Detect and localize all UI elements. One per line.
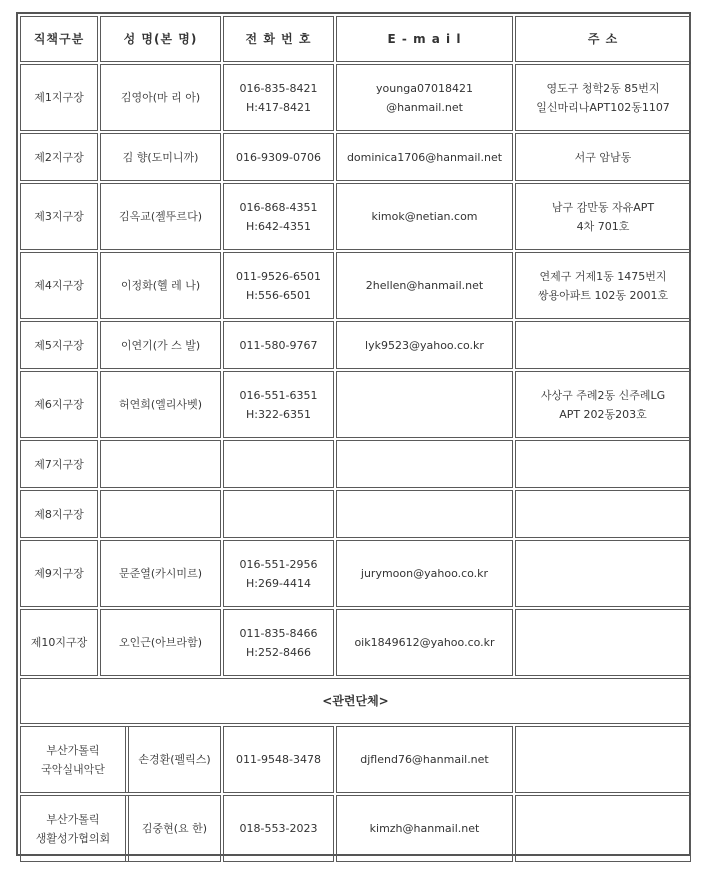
phone-line: 011-580-9767 (239, 338, 318, 352)
address-line: 4차 701호 (576, 219, 630, 233)
phone-cell (223, 490, 334, 538)
table-row (20, 64, 691, 131)
table-row (20, 440, 691, 488)
header-cell: 성 명(본 명) (100, 16, 221, 62)
email-cell (336, 440, 513, 488)
phone-cell: 018-553-2023 (223, 795, 334, 862)
phone-line: 011-835-8466 (239, 626, 318, 640)
phone-line: 011-9526-6501 (236, 269, 321, 283)
role-cell: 제6지구장 (20, 371, 98, 438)
address-cell (515, 371, 691, 438)
phone-line: 016-868-4351 (239, 200, 318, 214)
email-line: kimok@netian.com (371, 210, 478, 223)
email-cell (336, 64, 513, 131)
name-cell: 김영아(마 리 아) (100, 64, 221, 131)
org-split-cell (20, 795, 221, 862)
address-line: 쌍용아파트 102동 2001호 (537, 288, 669, 302)
org-row (20, 726, 691, 793)
phone-line: 016-9309-0706 (236, 150, 321, 164)
table-row (20, 371, 691, 438)
name-cell (100, 440, 221, 488)
address-line: APT 202동203호 (559, 407, 647, 421)
address-cell (515, 252, 691, 319)
email-line: lyk9523@yahoo.co.kr (365, 338, 484, 352)
header-cell: 직책구분 (20, 16, 98, 62)
group-title: <관련단체> (20, 678, 691, 724)
email-cell (336, 133, 513, 181)
email-line: 2hellen@hanmail.net (365, 279, 484, 292)
address-cell (515, 183, 691, 250)
phone-line: H:642-4351 (246, 219, 311, 233)
name-cell (100, 490, 221, 538)
role-cell: 제1지구장 (20, 64, 98, 131)
phone-cell (223, 321, 334, 369)
address-cell (515, 133, 691, 181)
address-cell (515, 490, 691, 538)
address-cell (515, 726, 691, 793)
email-cell (336, 490, 513, 538)
name-cell: 김옥교(젤뚜르다) (100, 183, 221, 250)
address-line: 사상구 주례2동 신주례LG (540, 388, 666, 402)
name-cell: 허연희(엘리사벳) (100, 371, 221, 438)
address-cell (515, 440, 691, 488)
email-cell (336, 321, 513, 369)
table-row (20, 321, 691, 369)
email-cell (336, 183, 513, 250)
name-cell: 오인근(아브라함) (100, 609, 221, 676)
phone-cell (223, 64, 334, 131)
phone-cell (223, 183, 334, 250)
table-row (20, 133, 691, 181)
org-split-cell (20, 726, 221, 793)
header-cell: E - m a i l (336, 16, 513, 62)
org-line: 부산가톨릭 (46, 812, 100, 826)
table-row (20, 609, 691, 676)
phone-cell (223, 252, 334, 319)
address-line: 서구 암남동 (574, 150, 632, 164)
name-cell: 이연기(가 스 발) (100, 321, 221, 369)
role-cell: 제3지구장 (20, 183, 98, 250)
phone-line: H:269-4414 (246, 576, 311, 590)
phone-line: 016-551-6351 (239, 388, 318, 402)
email-cell: kimzh@hanmail.net (336, 795, 513, 862)
name-cell: 손경환(펠릭스) (128, 727, 220, 792)
table-row (20, 252, 691, 319)
phone-cell (223, 609, 334, 676)
phone-line: 016-835-8421 (239, 81, 318, 95)
phone-cell (223, 133, 334, 181)
phone-line: 016-551-2956 (239, 557, 318, 571)
role-cell: 제8지구장 (20, 490, 98, 538)
header-cell: 주 소 (515, 16, 691, 62)
role-cell: 제9지구장 (20, 540, 98, 607)
address-line: 영도구 청학2동 85번지 (546, 81, 660, 95)
table-row (20, 183, 691, 250)
name-cell: 이정화(헬 레 나) (100, 252, 221, 319)
address-cell (515, 321, 691, 369)
name-cell: 김 향(도미니까) (100, 133, 221, 181)
email-cell (336, 371, 513, 438)
phone-line: H:556-6501 (246, 288, 311, 302)
address-line: 연제구 거제1동 1475번지 (539, 269, 667, 283)
phone-line: H:252-8466 (246, 645, 311, 659)
role-cell: 제10지구장 (20, 609, 98, 676)
table-row (20, 490, 691, 538)
email-line: jurymoon@yahoo.co.kr (360, 567, 489, 580)
name-cell: 문준열(카시미르) (100, 540, 221, 607)
phone-cell (223, 540, 334, 607)
group-header-row (20, 678, 691, 724)
email-line: dominica1706@hanmail.net (346, 150, 503, 164)
table-row (20, 540, 691, 607)
phone-line: H:417-8421 (246, 100, 311, 114)
org-line: 국악실내악단 (41, 762, 105, 776)
address-cell (515, 795, 691, 862)
role-cell: 제2지구장 (20, 133, 98, 181)
phone-cell: 011-9548-3478 (223, 726, 334, 793)
address-cell (515, 540, 691, 607)
roster-frame (16, 12, 691, 856)
phone-cell (223, 371, 334, 438)
roster-table (18, 14, 693, 864)
email-line: younga07018421 (376, 81, 473, 95)
org-name-cell (21, 727, 126, 792)
email-cell: djflend76@hanmail.net (336, 726, 513, 793)
address-line: 남구 감만동 자유APT (551, 200, 655, 214)
role-cell: 제7지구장 (20, 440, 98, 488)
org-line: 부산가톨릭 (46, 743, 100, 757)
header-row (20, 16, 691, 62)
name-cell: 김중현(요 한) (128, 796, 220, 861)
role-cell: 제4지구장 (20, 252, 98, 319)
address-cell (515, 609, 691, 676)
header-cell: 전 화 번 호 (223, 16, 334, 62)
role-cell: 제5지구장 (20, 321, 98, 369)
address-line: 일신마리나APT102동1107 (536, 100, 670, 114)
address-cell (515, 64, 691, 131)
org-row (20, 795, 691, 862)
email-line: @hanmail.net (386, 100, 463, 114)
email-cell (336, 540, 513, 607)
org-name-cell (21, 796, 126, 861)
email-cell (336, 252, 513, 319)
org-line: 생활성가협의회 (35, 831, 111, 845)
email-cell (336, 609, 513, 676)
phone-line: H:322-6351 (246, 407, 311, 421)
phone-cell (223, 440, 334, 488)
email-line: oik1849612@yahoo.co.kr (354, 636, 495, 649)
